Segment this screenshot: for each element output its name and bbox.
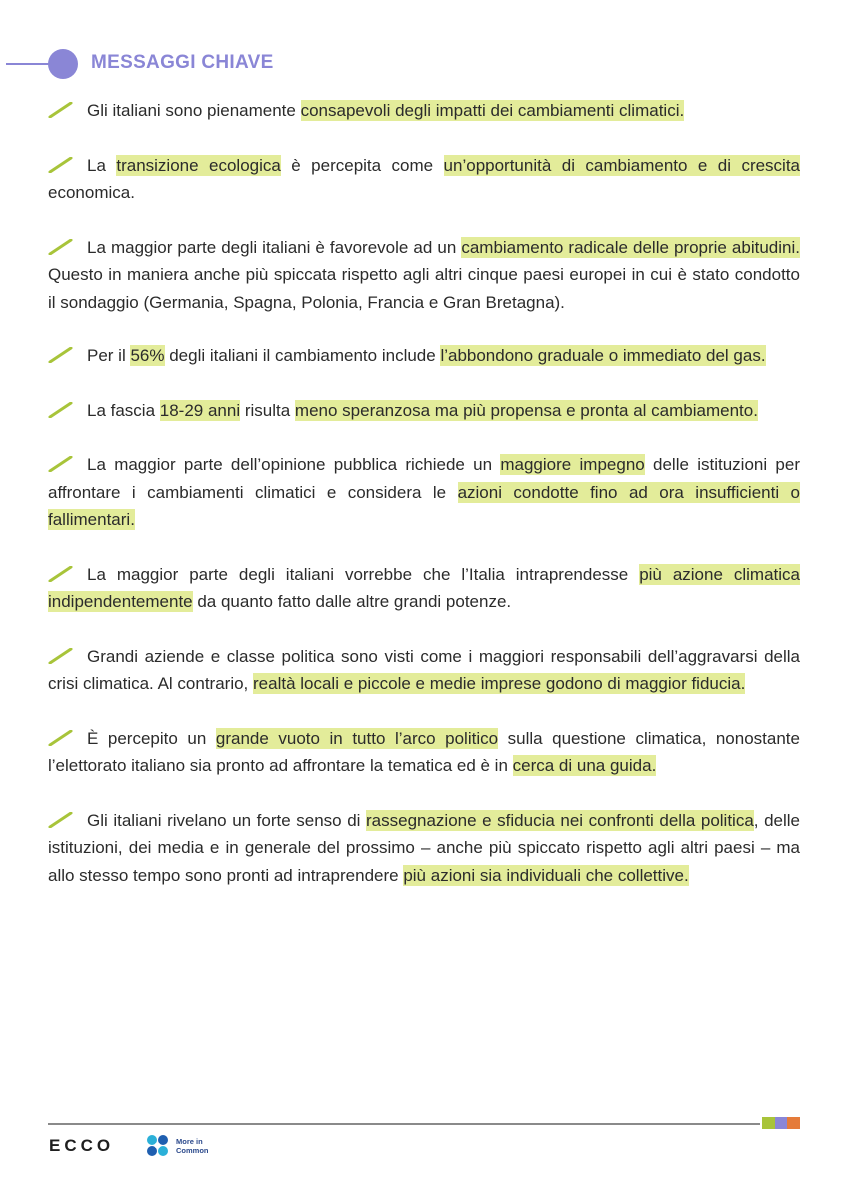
message-text: risulta: [240, 400, 295, 420]
message-text: È percepito un: [87, 728, 216, 748]
slash-bullet-icon: [48, 239, 73, 255]
footer-block-orange: [787, 1117, 800, 1129]
highlighted-text: maggiore impegno: [500, 455, 645, 474]
message-text: , delle istituzioni, dei media e in generale del prossimo – anche più spiccato rispetto agli altri paesi – ma allo stesso tempo sono pronti ad intraprendere: [48, 810, 801, 885]
highlighted-text: grande vuoto in tutto l’arco politico: [215, 728, 499, 748]
slash-bullet-icon: [48, 402, 73, 418]
footer-color-blocks: [762, 1117, 800, 1129]
section-title: MESSAGGI CHIAVE: [91, 52, 274, 73]
header-dot-icon: [48, 49, 78, 79]
slash-bullet-icon: [48, 648, 73, 664]
highlighted-text: 18-29 anni: [159, 400, 241, 420]
message-text: La maggior parte degli italiani vorrebbe che l’Italia intraprendesse: [87, 564, 640, 584]
message-text: economica.: [48, 183, 135, 202]
highlighted-text: un’opportunità di cambiamento e di crescita: [443, 155, 801, 175]
section-header: [0, 44, 848, 84]
message-text: delle istituzioni per affrontare i cambiamenti climatici e considera le: [48, 455, 800, 502]
key-message: [48, 807, 800, 890]
footer-block-purple: [775, 1117, 788, 1129]
highlighted-text: cerca di una guida.: [512, 756, 657, 775]
highlighted-text: 56%: [130, 346, 165, 365]
key-message: [48, 342, 800, 370]
message-text: degli italiani il cambiamento include: [164, 346, 441, 365]
highlighted-text: transizione ecologica: [116, 155, 281, 175]
message-text: Gli italiani rivelano un forte senso di: [87, 810, 366, 830]
highlighted-text: cambiamento radicale delle proprie abitudini.: [461, 237, 800, 257]
message-text: Per il: [87, 346, 131, 365]
partner-line-1: More in: [176, 1137, 203, 1146]
key-message: [48, 561, 800, 616]
message-text: sulla questione climatica, nonostante l’elettorato italiano sia pronto ad affrontare la tematica ed è in: [48, 728, 800, 775]
footer-block-green: [762, 1117, 775, 1129]
slash-bullet-icon: [48, 566, 73, 582]
highlighted-text: consapevoli degli impatti dei cambiamenti climatici.: [300, 101, 685, 120]
footer-divider: [48, 1123, 760, 1125]
message-text: La fascia: [87, 400, 160, 420]
highlighted-text: l’abbondono graduale o immediato del gas.: [440, 346, 766, 365]
more-in-common-logo-icon: [146, 1134, 172, 1158]
highlighted-text: realtà locali e piccole e medie imprese godono di maggior fiducia.: [253, 674, 746, 693]
message-text: La maggior parte degli italiani è favorevole ad un: [87, 237, 462, 257]
more-in-common-wordmark: [176, 1137, 226, 1155]
highlighted-text: più azione climatica indipendentemente: [48, 564, 800, 611]
key-message: [48, 234, 800, 317]
message-text: Questo in maniera anche più spiccata rispetto agli altri cinque paesi europei in cui è stato condotto il sondaggio (Germania, Spagna, Polonia, Francia e Gran Bretagna).: [48, 265, 800, 312]
slash-bullet-icon: [48, 102, 73, 118]
key-message: [48, 725, 800, 780]
slash-bullet-icon: [48, 456, 73, 472]
highlighted-text: meno speranzosa ma più propensa e pronta al cambiamento.: [294, 400, 758, 420]
slash-bullet-icon: [48, 157, 73, 173]
partner-line-2: Common: [176, 1146, 209, 1155]
message-text: Gli italiani sono pienamente: [87, 101, 301, 120]
ecco-logo: ECCO: [49, 1136, 115, 1155]
message-text: da quanto fatto dalle altre grandi potenze.: [192, 592, 512, 611]
highlighted-text: rassegnazione e sfiducia nei confronti della politica: [366, 810, 754, 830]
slash-bullet-icon: [48, 347, 73, 363]
key-message: [48, 97, 800, 125]
key-message: [48, 451, 800, 534]
key-message: [48, 152, 800, 207]
slash-bullet-icon: [48, 812, 73, 828]
key-message: [48, 643, 800, 698]
message-text: La maggior parte dell’opinione pubblica richiede un: [87, 455, 501, 474]
message-text: Grandi aziende e classe politica sono visti come i maggiori responsabili dell’aggravarsi della crisi climatica. Al contrario,: [48, 646, 800, 693]
key-message: [48, 397, 800, 425]
message-text: è percepita come: [280, 155, 444, 175]
message-text: La: [87, 155, 117, 175]
key-messages-list: [48, 97, 800, 916]
highlighted-text: azioni condotte fino ad ora insufficienti o fallimentari.: [48, 482, 800, 529]
highlighted-text: più azioni sia individuali che collettive.: [403, 865, 689, 885]
slash-bullet-icon: [48, 730, 73, 746]
